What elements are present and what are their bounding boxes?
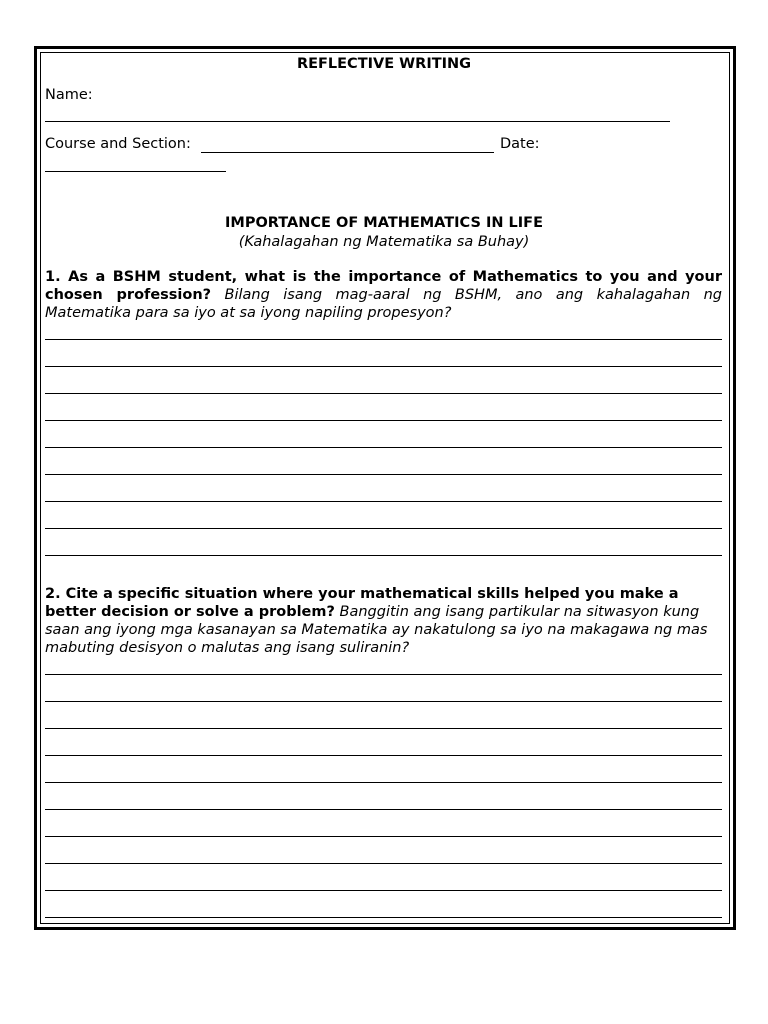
answer-line[interactable] [45, 528, 722, 529]
question-2-english: 2. Cite a specific situation where your mathematical skills helped you make a better decision or solve a problem? [45, 586, 679, 620]
worksheet-inner-border [40, 52, 730, 924]
answer-line[interactable] [45, 836, 722, 837]
question-1-english: 1. As a BSHM student, what is the importance of Mathematics to you and your chosen profession? [45, 269, 722, 303]
name-label: Name: [45, 87, 93, 103]
answer-line[interactable] [45, 501, 722, 502]
answer-line[interactable] [45, 917, 722, 918]
answer-line[interactable] [45, 701, 722, 702]
answer-line[interactable] [45, 863, 722, 864]
answer-line[interactable] [45, 555, 722, 556]
section-title: IMPORTANCE OF MATHEMATICS IN LIFE [225, 215, 543, 231]
date-field-line[interactable] [45, 171, 226, 172]
answer-line[interactable] [45, 393, 722, 394]
answer-line[interactable] [45, 447, 722, 448]
question-2-filipino: Banggitin ang isang partikular na sitwasyon kung saan ang iyong mga kasanayan sa Matematika ay nakatulong sa iyo na makagawa ng mas mabuting desisyon o malutas ang isang suliranin? [45, 604, 708, 656]
answer-line[interactable] [45, 339, 722, 340]
question-2 [45, 585, 722, 657]
question-1-filipino: Bilang isang mag-aaral ng BSHM, ano ang kahalagahan ng Matematika para sa iyo at sa iyong napiling propesyon? [45, 287, 723, 321]
date-label: Date: [500, 136, 540, 152]
answer-line[interactable] [45, 755, 722, 756]
worksheet-title: REFLECTIVE WRITING [296, 56, 472, 72]
worksheet-border [34, 46, 736, 930]
course-section-label: Course and Section: [45, 136, 191, 152]
answer-line[interactable] [45, 420, 722, 421]
course-section-field-line[interactable] [201, 152, 494, 153]
answer-line[interactable] [45, 366, 722, 367]
answer-line[interactable] [45, 474, 722, 475]
answer-line[interactable] [45, 782, 722, 783]
question-1 [45, 268, 722, 322]
answer-line[interactable] [45, 674, 722, 675]
name-field-line[interactable] [45, 121, 670, 122]
answer-line[interactable] [45, 890, 722, 891]
answer-line[interactable] [45, 728, 722, 729]
answer-line[interactable] [45, 809, 722, 810]
section-subtitle: (Kahalagahan ng Matematika sa Buhay) [238, 234, 530, 250]
